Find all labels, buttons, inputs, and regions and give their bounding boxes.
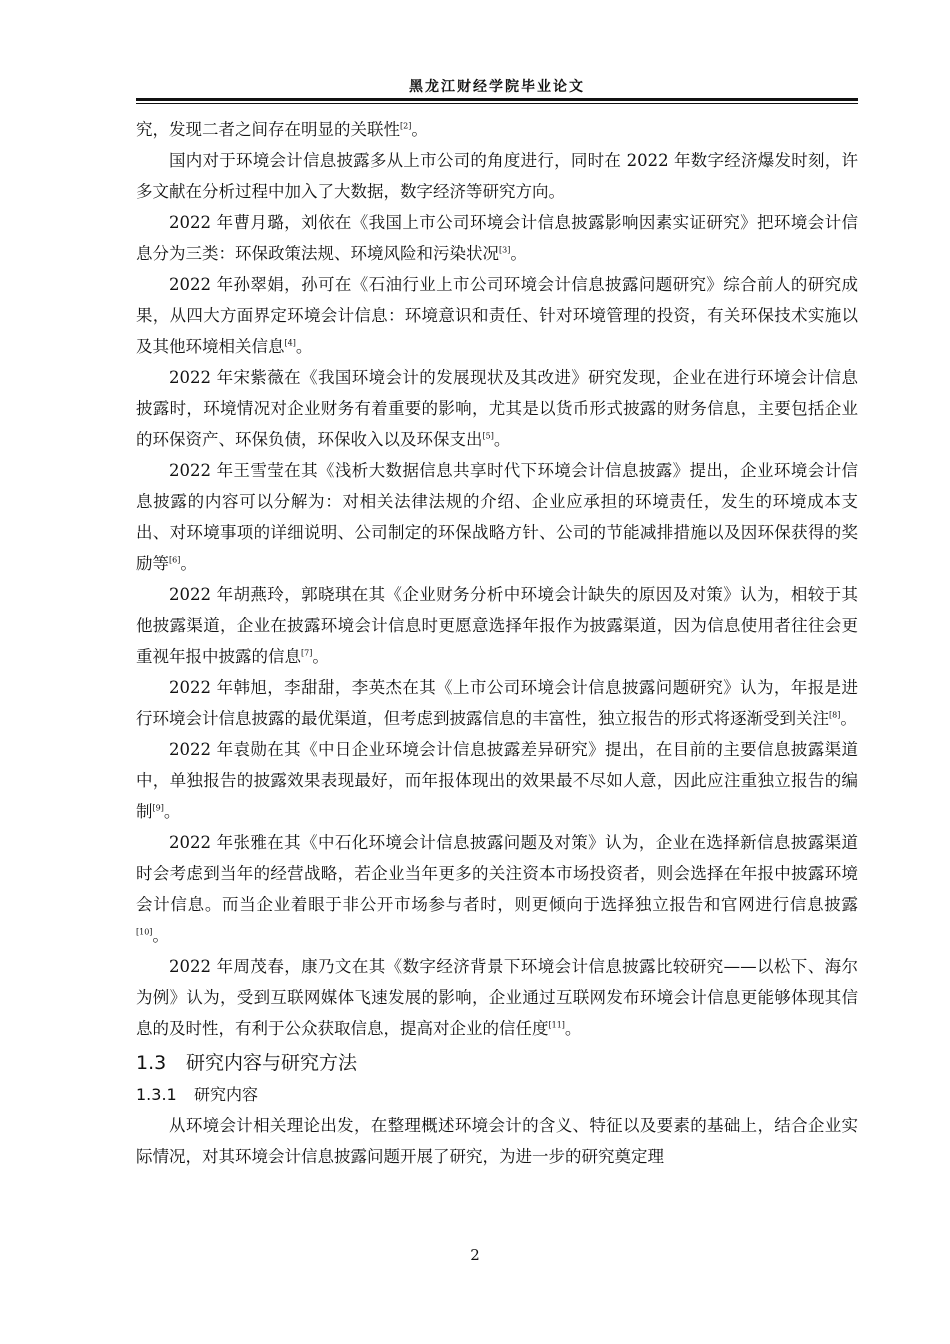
paragraph-1: 究，发现二者之间存在明显的关联性[2]。 [136, 120, 428, 139]
subsection-title: 研究内容 [194, 1085, 259, 1104]
paragraph-8: 2022 年韩旭，李甜甜，李英杰在其《上市公司环境会计信息披露问题研究》认为，年报是进行环境会计信息披露的最优渠道，但考虑到披露信息的丰富性，独立报告的形式将逐渐受到关注[8]。 [136, 678, 858, 728]
section-number: 1.3 [136, 1052, 167, 1074]
page-header-title: 黑龙江财经学院毕业论文 [409, 79, 585, 95]
citation-ref: [8] [829, 710, 841, 720]
citation-ref: [2] [400, 121, 412, 131]
paragraph-7: 2022 年胡燕玲，郭晓琪在其《企业财务分析中环境会计缺失的原因及对策》认为，相较于其他披露渠道，企业在披露环境会计信息时更愿意选择年报作为披露渠道，因为信息使用者往往会更重视年报中披露的信息[7]。 [136, 585, 858, 666]
header-rule-thick [136, 98, 858, 101]
section-title: 研究内容与研究方法 [186, 1052, 358, 1074]
citation-ref: [4] [284, 338, 296, 348]
subsection-heading [136, 1080, 858, 1110]
citation-ref: [6] [169, 555, 181, 565]
citation-ref: [5] [482, 431, 494, 441]
header-rule-thin [136, 103, 858, 104]
section-heading [136, 1046, 858, 1080]
closing-paragraph: 从环境会计相关理论出发，在整理概述环境会计的含义、特征以及要素的基础上，结合企业实际情况，对其环境会计信息披露问题开展了研究，为进一步的研究奠定理 [136, 1116, 858, 1166]
paragraph-9: 2022 年袁勋在其《中日企业环境会计信息披露差异研究》提出，在目前的主要信息披露渠道中，单独报告的披露效果表现最好，而年报体现出的效果最不尽如人意，因此应注重独立报告的编制[9]。 [136, 740, 858, 821]
citation-ref: [7] [301, 648, 313, 658]
paragraph-10: 2022 年张雅在其《中石化环境会计信息披露问题及对策》认为，企业在选择新信息披露渠道时会考虑到当年的经营战略，若企业当年更多的关注资本市场投资者，则会选择在年报中披露环境会计信息。而当企业着眼于非公开市场参与者时，则更倾向于选择独立报告和官网进行信息披露[10]。 [136, 833, 858, 945]
paragraph-11: 2022 年周茂春，康乃文在其《数字经济背景下环境会计信息披露比较研究——以松下、海尔为例》认为，受到互联网媒体飞速发展的影响，企业通过互联网发布环境会计信息更能够体现其信息的及时性，有利于公众获取信息，提高对企业的信任度[11]。 [136, 957, 858, 1038]
citation-ref: [9] [152, 803, 164, 813]
page-number: 2 [470, 1246, 480, 1264]
paragraph-3: 2022 年曹月璐，刘依在《我国上市公司环境会计信息披露影响因素实证研究》把环境会计信息分为三类：环保政策法规、环境风险和污染状况[3]。 [136, 213, 858, 263]
citation-ref: [10] [136, 927, 153, 937]
paragraph-5: 2022 年宋紫薇在《我国环境会计的发展现状及其改进》研究发现，企业在进行环境会计信息披露时，环境情况对企业财务有着重要的影响，尤其是以货币形式披露的财务信息，主要包括企业的环保资产、环保负债，环保收入以及环保支出[5]。 [136, 368, 858, 449]
page-body [136, 114, 858, 1172]
paragraph-6: 2022 年王雪莹在其《浅析大数据信息共享时代下环境会计信息披露》提出，企业环境会计信息披露的内容可以分解为：对相关法律法规的介绍、企业应承担的环境责任，发生的环境成本支出、对环境事项的详细说明、公司制定的环保战略方针、公司的节能减排措施以及因环保获得的奖励等[6]。 [136, 461, 858, 573]
subsection-number: 1.3.1 [136, 1085, 177, 1104]
citation-ref: [11] [548, 1020, 565, 1030]
citation-ref: [3] [499, 245, 511, 255]
paragraph-2: 国内对于环境会计信息披露多从上市公司的角度进行，同时在 2022 年数字经济爆发时刻，许多文献在分析过程中加入了大数据，数字经济等研究方向。 [136, 151, 858, 201]
paragraph-4: 2022 年孙翠娟，孙可在《石油行业上市公司环境会计信息披露问题研究》综合前人的研究成果，从四大方面界定环境会计信息：环境意识和责任、针对环境管理的投资，有关环保技术实施以及其他环境相关信息[4]。 [136, 275, 858, 356]
